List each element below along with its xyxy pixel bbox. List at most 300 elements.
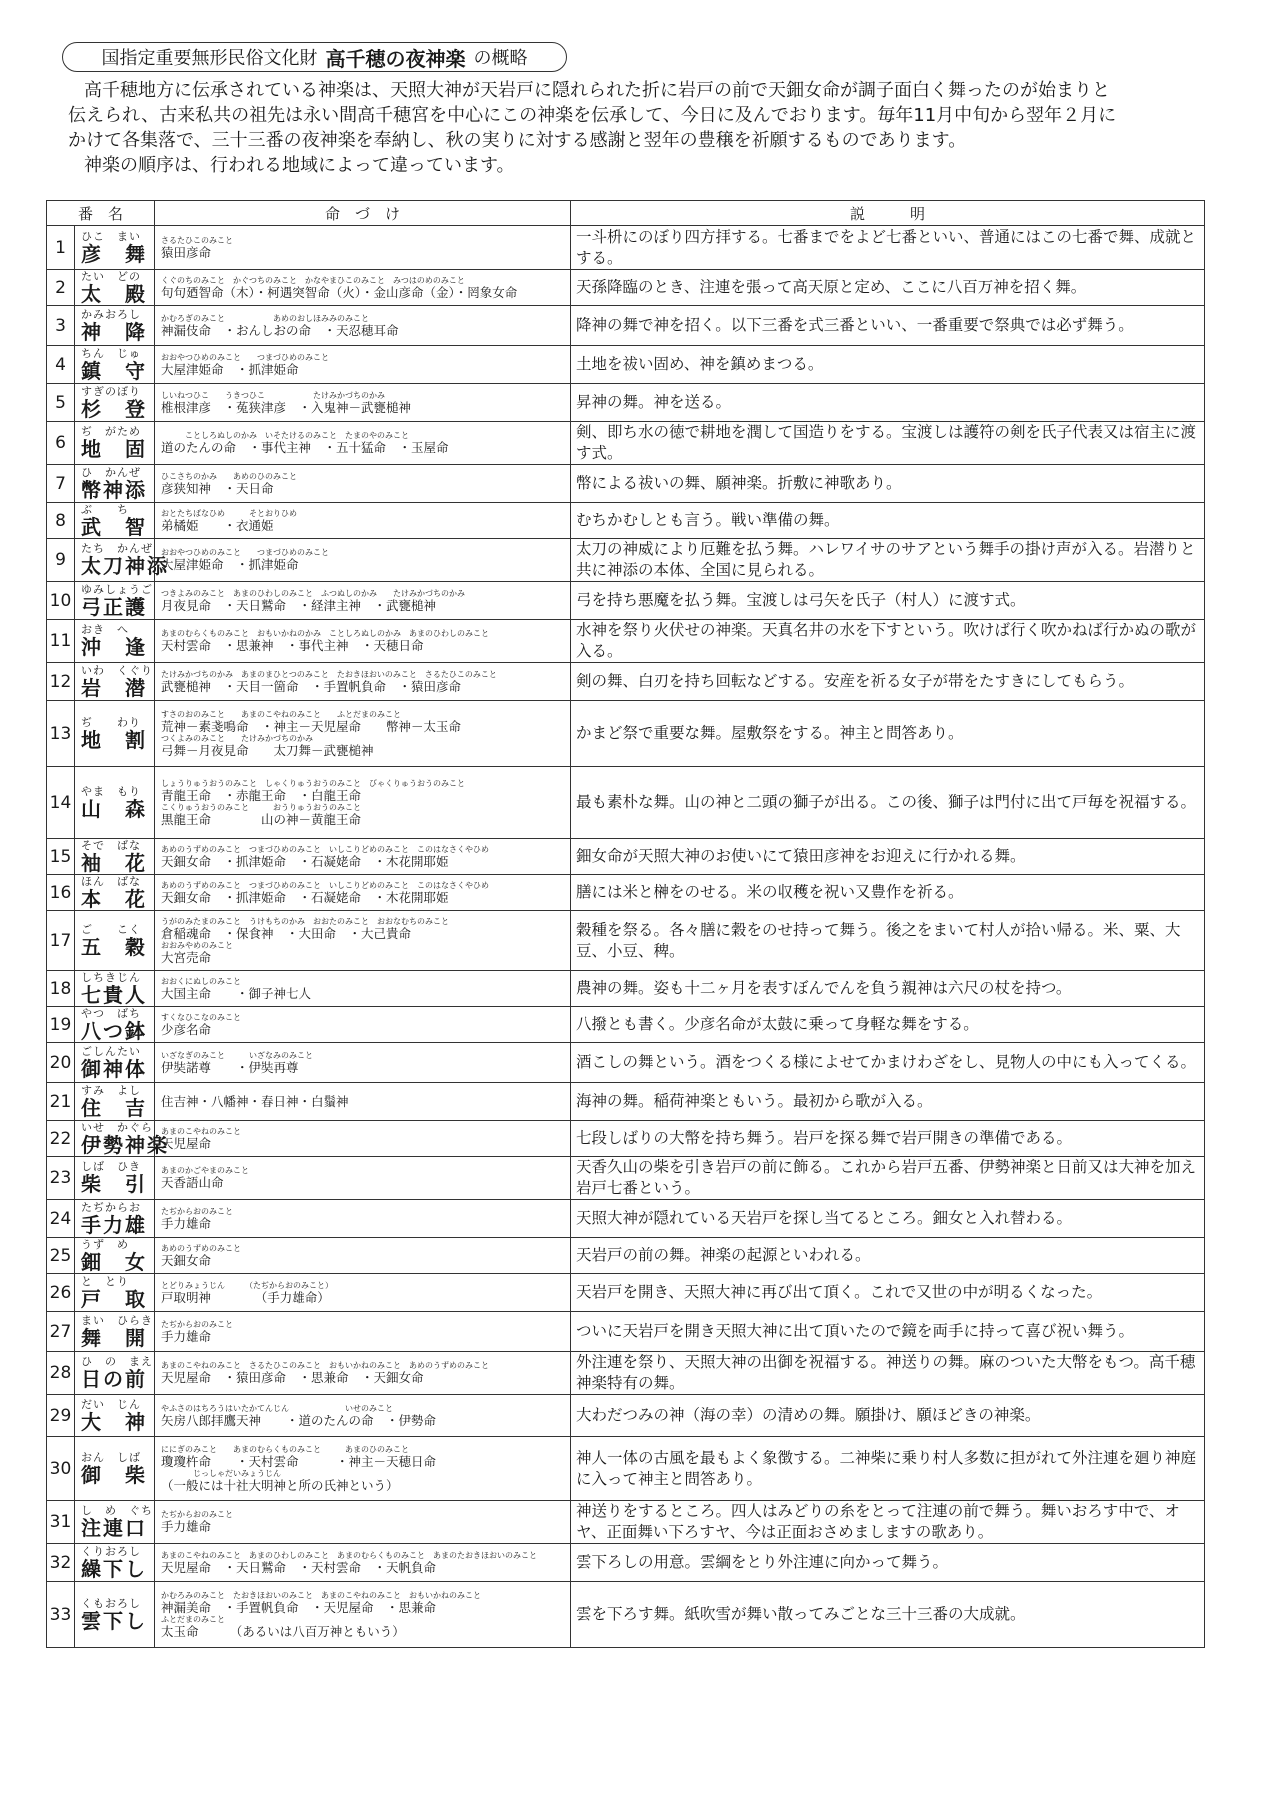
naming-cell xyxy=(155,1121,571,1157)
table-row xyxy=(47,663,1205,701)
explanation-cell: 雲を下ろす舞。紙吹雪が舞い散ってみごとな三十三番の大成就。 xyxy=(571,1582,1205,1648)
row-number: 2 xyxy=(47,270,75,306)
dance-name-cell xyxy=(75,767,155,839)
deity-ruby: ににぎのみこと あまのむらくものみこと あまのひのみこと xyxy=(161,1444,410,1454)
name-ruby: しば ひき xyxy=(81,1160,141,1173)
name-ruby: ゆみしょうご xyxy=(81,582,153,596)
name-ruby: ご こく xyxy=(81,922,141,936)
dance-name-cell xyxy=(75,270,155,306)
deity-ruby: あまのむらくものみこと おもいかねのかみ ことしろぬしのかみ あまのひわしのみこと xyxy=(161,629,490,638)
explanation-cell: ついに天岩戸を開き天照大神に出て頂いたので鏡を両手に持って喜び祝い舞う。 xyxy=(571,1312,1205,1352)
table-row xyxy=(47,839,1205,875)
naming-cell xyxy=(155,226,571,270)
dance-name: 繰下し xyxy=(81,1556,147,1581)
row-number: 6 xyxy=(47,422,75,465)
dance-name-cell xyxy=(75,971,155,1007)
deity-ruby: こくりゅうおうのみこと おうりゅうおうのみこと xyxy=(161,802,362,812)
dance-name: 八つ鉢 xyxy=(81,1018,147,1043)
table-row xyxy=(47,384,1205,422)
name-ruby: くもおろし xyxy=(81,1596,141,1610)
dance-name: 鎮 守 xyxy=(81,358,147,383)
deity-ruby: かむろみのみこと たおきほおいのみこと あまのこやねのみこと おもいかねのみこと xyxy=(161,1590,482,1600)
naming-cell xyxy=(155,911,571,971)
deity-names: 手力雄命 xyxy=(161,1328,212,1344)
dance-name-cell xyxy=(75,306,155,346)
naming-cell xyxy=(155,1352,571,1395)
deity-ruby: たぢからおのみこと xyxy=(161,1319,234,1329)
naming-cell xyxy=(155,1312,571,1352)
row-number: 19 xyxy=(47,1007,75,1043)
explanation-cell: 土地を祓い固め、神を鎮めまつる。 xyxy=(571,346,1205,384)
dance-name: 杉 登 xyxy=(81,396,147,421)
dance-name: 七貴人 xyxy=(81,982,147,1007)
deity-names: 大国主命 ・御子神七人 xyxy=(161,985,312,1001)
table-row xyxy=(47,1157,1205,1200)
deity-ruby: あめのうずめのみこと xyxy=(161,1243,242,1253)
explanation-cell: 剣の舞、白刃を持ち回転などする。安産を祈る女子が帯をたすきにしてもらう。 xyxy=(571,663,1205,701)
row-number: 33 xyxy=(47,1582,75,1648)
name-ruby: いわ くぐり xyxy=(81,663,153,677)
deity-ruby: しょうりゅうおうのみこと しゃくりゅうおうのみこと びゃくりゅうおうのみこと xyxy=(161,778,466,788)
deity-names: （一般には十社大明神と所の氏神という） xyxy=(161,1477,399,1493)
deity-names: 矢房八郎拝鷹天神 ・道のたんの命 ・伊勢命 xyxy=(161,1412,437,1428)
deity-names: 月夜見命 ・天日鷲命 ・経津主神 ・武甕槌神 xyxy=(161,597,437,613)
table-row xyxy=(47,539,1205,582)
row-number: 26 xyxy=(47,1274,75,1312)
dance-name: 日の前 xyxy=(81,1367,147,1391)
row-number: 20 xyxy=(47,1043,75,1083)
deity-ruby: たぢからおのみこと xyxy=(161,1510,234,1519)
row-number: 28 xyxy=(47,1352,75,1395)
dance-name-cell xyxy=(75,1395,155,1437)
row-number: 21 xyxy=(47,1083,75,1121)
dance-name-cell xyxy=(75,663,155,701)
deity-names: 戸取明神 （手力雄命） xyxy=(161,1289,330,1305)
deity-names: 弟橘姫 ・衣通姫 xyxy=(161,517,274,533)
row-number: 22 xyxy=(47,1121,75,1157)
row-number: 32 xyxy=(47,1544,75,1582)
table-row xyxy=(47,270,1205,306)
name-ruby: ひ かんぜ xyxy=(81,465,141,479)
deity-names: 神漏伎命 ・おんしおの命 ・天忍穂耳命 xyxy=(161,322,399,338)
deity-names: 道のたんの命 ・事代主神 ・五十猛命 ・玉屋命 xyxy=(161,440,449,455)
row-number: 1 xyxy=(47,226,75,270)
deity-names: 天鈿女命 ・抓津姫命 ・石凝姥命 ・木花開耶姫 xyxy=(161,889,449,905)
naming-cell xyxy=(155,1083,571,1121)
explanation-cell: 天岩戸の前の舞。神楽の起源といわれる。 xyxy=(571,1238,1205,1274)
dance-name-cell xyxy=(75,875,155,911)
name-ruby: たい どの xyxy=(81,269,141,283)
dance-name-cell xyxy=(75,1200,155,1238)
naming-cell xyxy=(155,1238,571,1274)
naming-cell xyxy=(155,582,571,620)
naming-cell xyxy=(155,1582,571,1648)
dance-name-cell xyxy=(75,346,155,384)
deity-names: 天鈿女命 ・抓津姫命 ・石凝姥命 ・木花開耶姫 xyxy=(161,853,449,869)
deity-names: 倉稲魂命 ・保食神 ・大田命 ・大己貴命 xyxy=(161,925,412,941)
deity-ruby: あめのうずめのみこと つまづひめのみこと いしこりどめのみこと このはなさくやひめ xyxy=(161,844,490,854)
row-number: 7 xyxy=(47,465,75,503)
table-row xyxy=(47,422,1205,465)
name-ruby: たち かんぜ xyxy=(81,542,153,555)
intro-paragraph xyxy=(68,78,1198,178)
row-number: 16 xyxy=(47,875,75,911)
naming-cell xyxy=(155,346,571,384)
table-row xyxy=(47,767,1205,839)
intro-line: かけて各集落で、三十三番の夜神楽を奉納し、秋の実りに対する感謝と翌年の豊穣を祈願するものであります。 xyxy=(68,130,967,151)
deity-names: 天児屋命 xyxy=(161,1135,212,1151)
explanation-cell: 弓を持ち悪魔を払う舞。宝渡しは弓矢を氏子（村人）に渡す式。 xyxy=(571,582,1205,620)
deity-ruby: あめのうずめのみこと つまづひめのみこと いしこりどめのみこと このはなさくやひめ xyxy=(161,880,490,890)
naming-cell xyxy=(155,663,571,701)
name-ruby: ごしんたい xyxy=(81,1044,141,1058)
title-suffix: の概略 xyxy=(473,48,528,69)
table-row xyxy=(47,1501,1205,1544)
naming-cell xyxy=(155,875,571,911)
deity-names: 句句廼智命（木）・柯遇突智命（火）・金山彦命（金）・罔象女命 xyxy=(161,284,518,300)
naming-cell xyxy=(155,1200,571,1238)
name-ruby: しちきじん xyxy=(81,970,141,984)
dance-name: 注連口 xyxy=(81,1516,147,1540)
explanation-cell: 八撥とも書く。少彦名命が太鼓に乗って身軽な舞をする。 xyxy=(571,1007,1205,1043)
naming-cell xyxy=(155,422,571,465)
row-number: 13 xyxy=(47,701,75,767)
deity-names: 少彦名命 xyxy=(161,1021,212,1037)
table-row xyxy=(47,1352,1205,1395)
naming-cell xyxy=(155,1043,571,1083)
dance-name: 五 穀 xyxy=(81,934,147,959)
deity-names: 天児屋命 ・猿田彦命 ・思兼命 ・天鈿女命 xyxy=(161,1370,424,1385)
deity-ruby: いざなぎのみこと いざなみのみこと xyxy=(161,1050,314,1060)
deity-names: 大屋津姫命 ・抓津姫命 xyxy=(161,361,299,377)
deity-names: 猿田彦命 xyxy=(161,244,212,260)
explanation-cell: 外注連を祭り、天照大神の出御を祝福する。神送りの舞。麻のついた大幣をもつ。高千穂神楽特有の舞。 xyxy=(571,1352,1205,1395)
explanation-cell: 海神の舞。稲荷神楽ともいう。最初から歌が入る。 xyxy=(571,1083,1205,1121)
name-ruby: やま もり xyxy=(81,784,141,798)
naming-cell xyxy=(155,306,571,346)
dance-name-cell xyxy=(75,1352,155,1395)
row-number: 18 xyxy=(47,971,75,1007)
deity-ruby: おおくにぬしのみこと xyxy=(161,976,242,986)
dance-name-cell xyxy=(75,503,155,539)
dance-name-cell xyxy=(75,1120,169,1157)
naming-cell xyxy=(155,839,571,875)
naming-cell xyxy=(155,384,571,422)
naming-cell xyxy=(155,1007,571,1043)
header-explanation: 説 明 xyxy=(571,201,1205,226)
deity-ruby: あまのこやねのみこと あまのひわしのみこと あまのむらくものみこと あまのたおきほおいのみこと xyxy=(161,1550,538,1560)
name-ruby: いせ かぐら xyxy=(81,1120,153,1134)
naming-cell xyxy=(155,1501,571,1544)
deity-names: 彦狭知神 ・天日命 xyxy=(161,480,274,496)
explanation-cell: 神人一体の古風を最もよく象徴する。二神柴に乗り村人多数に担がれて外注連を廻り神庭に入って神主と問答あり。 xyxy=(571,1437,1205,1501)
explanation-cell: 酒こしの舞という。酒をつくる様によせてかまけわざをし、見物人の中にも入ってくる。 xyxy=(571,1043,1205,1083)
table-row xyxy=(47,1544,1205,1582)
row-number: 23 xyxy=(47,1157,75,1200)
dance-name-cell xyxy=(75,1083,155,1121)
name-ruby: すぎのぼり xyxy=(81,384,141,398)
dance-name: 戸 取 xyxy=(81,1286,147,1311)
naming-cell xyxy=(155,701,571,767)
explanation-cell: 大わだつみの神（海の幸）の清めの舞。願掛け、願ほどきの神楽。 xyxy=(571,1395,1205,1437)
deity-names: 天村雲命 ・思兼神 ・事代主神 ・天穂日命 xyxy=(161,638,424,653)
name-ruby: ほん ばな xyxy=(81,874,141,888)
title-prefix: 国指定重要無形民俗文化財 xyxy=(101,48,318,69)
table-row xyxy=(47,701,1205,767)
dance-name: 柴 引 xyxy=(81,1172,147,1196)
name-ruby: し め ぐち xyxy=(81,1504,153,1517)
naming-cell xyxy=(155,1395,571,1437)
dance-name: 地 固 xyxy=(81,437,147,461)
table-header-row xyxy=(47,201,1205,226)
explanation-cell: 降神の舞で神を招く。以下三番を式三番といい、一番重要で祭典では必ず舞う。 xyxy=(571,306,1205,346)
table-row xyxy=(47,1007,1205,1043)
deity-ruby: うがのみたまのみこと うけもちのかみ おおたのみこと おおなむちのみこと xyxy=(161,916,450,926)
name-ruby: そで ばな xyxy=(81,838,141,852)
table-row xyxy=(47,1083,1205,1121)
name-ruby: ぢ がため xyxy=(81,425,141,438)
dance-name: 山 森 xyxy=(81,796,147,821)
dance-name-cell xyxy=(75,839,155,875)
table-row xyxy=(47,306,1205,346)
naming-cell xyxy=(155,465,571,503)
table-row xyxy=(47,346,1205,384)
deity-names: 住吉神・八幡神・春日神・白鬚神 xyxy=(161,1093,349,1109)
explanation-cell: 雲下ろしの用意。雲綱をとり外注連に向かって舞う。 xyxy=(571,1544,1205,1582)
dance-name-cell xyxy=(75,1501,155,1544)
explanation-cell: 昇神の舞。神を送る。 xyxy=(571,384,1205,422)
deity-ruby: すさのおのみこと あまのこやねのみこと ふとだまのみこと xyxy=(161,709,402,719)
name-ruby: おん しば xyxy=(81,1450,141,1464)
dance-name-cell xyxy=(75,911,155,971)
dance-name-cell xyxy=(75,1544,155,1582)
naming-cell xyxy=(155,1437,571,1501)
table-row xyxy=(47,1312,1205,1352)
dance-name: 弓正護 xyxy=(81,594,147,619)
row-number: 11 xyxy=(47,620,75,663)
deity-ruby: たぢからおのみこと xyxy=(161,1206,234,1216)
explanation-cell: 膳には米と榊をのせる。米の収穫を祝い又豊作を祈る。 xyxy=(571,875,1205,911)
explanation-cell: 七段しばりの大幣を持ち舞う。岩戸を探る舞で岩戸開きの準備である。 xyxy=(571,1121,1205,1157)
deity-ruby: かむろぎのみこと あめのおしほみみのみこと xyxy=(161,313,370,323)
table-row xyxy=(47,465,1205,503)
name-ruby: くりおろし xyxy=(81,1544,141,1558)
dance-name-cell xyxy=(75,1274,155,1312)
dance-name-cell xyxy=(75,1043,155,1083)
name-ruby: すみ よし xyxy=(81,1083,141,1097)
table-row xyxy=(47,226,1205,270)
header-naming: 命 づ け xyxy=(155,201,571,226)
deity-ruby: ひこさちのかみ あめのひのみこと xyxy=(161,471,298,481)
deity-names: 手力雄命 xyxy=(161,1215,212,1231)
deity-ruby: おおやつひめのみこと つまづひめのみこと xyxy=(161,352,330,362)
dance-name-cell xyxy=(75,422,155,465)
explanation-cell: 剣、即ち水の徳で耕地を潤して国造りをする。宝渡しは護符の剣を氏子代表又は宿主に渡す式。 xyxy=(571,422,1205,465)
naming-cell xyxy=(155,539,571,582)
deity-names: 太玉命 （あるいは八百万神ともいう） xyxy=(161,1623,405,1639)
row-number: 3 xyxy=(47,306,75,346)
dance-name: 沖 逢 xyxy=(81,635,147,659)
deity-ruby: しいねつひこ うきつひこ たけみかづちのかみ xyxy=(161,390,386,400)
row-number: 12 xyxy=(47,663,75,701)
name-ruby: だい じん xyxy=(81,1397,141,1411)
deity-ruby: じっしゃだいみょうじん xyxy=(161,1468,282,1478)
deity-names: 黒龍王命 山の神－黄龍王命 xyxy=(161,811,362,827)
explanation-cell: 天香久山の柴を引き岩戸の前に飾る。これから岩戸五番、伊勢神楽と日前又は大神を加え岩戸七番という。 xyxy=(571,1157,1205,1200)
table-row xyxy=(47,911,1205,971)
deity-names: 荒神－素戔鳴命 ・神主－天児屋命 幣神－太玉命 xyxy=(161,718,462,734)
naming-cell xyxy=(155,503,571,539)
explanation-cell: 一斗枡にのぼり四方拝する。七番までをよど七番といい、普通にはこの七番で舞、成就とする。 xyxy=(571,226,1205,270)
name-ruby: たぢからお xyxy=(81,1200,141,1214)
naming-cell xyxy=(155,1157,571,1200)
dance-name-cell xyxy=(75,1437,155,1501)
title-main: 高千穂の夜神楽 xyxy=(325,46,466,71)
dance-name: 鈿 女 xyxy=(81,1249,147,1274)
deity-ruby: つくよみのみこと たけみかづちのかみ xyxy=(161,733,314,743)
row-number: 4 xyxy=(47,346,75,384)
name-ruby: かみおろし xyxy=(81,307,141,321)
dance-name-cell xyxy=(75,1007,155,1043)
intro-line: 高千穂地方に伝承されている神楽は、天照大神が天岩戸に隠れられた折に岩戸の前で天鈿女命が調子面白く舞ったのが始まりと xyxy=(84,80,1110,101)
deity-names: 大屋津姫命 ・抓津姫命 xyxy=(161,557,299,572)
dance-name: 伊勢神楽 xyxy=(81,1132,169,1157)
dance-name-cell xyxy=(75,1312,155,1352)
dance-name-cell xyxy=(75,465,155,503)
dance-name: 神 降 xyxy=(81,319,147,344)
deity-names: 天児屋命 ・天日鷲命 ・天村雲命 ・天帆負命 xyxy=(161,1559,437,1575)
table-row xyxy=(47,971,1205,1007)
document-title xyxy=(62,42,567,72)
explanation-cell: 幣による祓いの舞、願神楽。折敷に神歌あり。 xyxy=(571,465,1205,503)
name-ruby: ぶ ち xyxy=(81,502,129,516)
dance-name: 太刀神添 xyxy=(81,554,169,578)
table-row xyxy=(47,1121,1205,1157)
table-body xyxy=(47,226,1205,1648)
dance-name-cell xyxy=(75,582,155,620)
deity-names: 伊奘諾尊 ・伊奘再尊 xyxy=(161,1059,299,1075)
dance-name-cell xyxy=(75,620,155,663)
name-ruby: ぢ わり xyxy=(81,715,141,729)
dance-name: 御神体 xyxy=(81,1056,147,1081)
name-ruby: やつ ばち xyxy=(81,1006,141,1020)
deity-ruby: たけみかづちのかみ あまのまひとつのみこと たおきほおいのみこと さるたひこのみこと xyxy=(161,669,497,679)
explanation-cell: 天孫降臨のとき、注連を張って高天原と定め、ここに八百万神を招く舞。 xyxy=(571,270,1205,306)
explanation-cell: 天岩戸を開き、天照大神に再び出て頂く。これで又世の中が明るくなった。 xyxy=(571,1274,1205,1312)
table-row xyxy=(47,1200,1205,1238)
dance-name: 本 花 xyxy=(81,886,147,911)
dance-name: 幣神添 xyxy=(81,477,147,502)
deity-names: 手力雄命 xyxy=(161,1519,212,1534)
naming-cell xyxy=(155,767,571,839)
explanation-cell: 最も素朴な舞。山の神と二頭の獅子が出る。この後、獅子は門付に出て戸毎を祝福する。 xyxy=(571,767,1205,839)
explanation-cell: 神送りをするところ。四人はみどりの糸をとって注連の前で舞う。舞いおろす中で、オヤ、正面舞い下ろすヤ、今は正面おさめましますの歌あり。 xyxy=(571,1501,1205,1544)
row-number: 27 xyxy=(47,1312,75,1352)
deity-names: 瓊瓊杵命 ・天村雲命 ・神主－天穂日命 xyxy=(161,1453,437,1469)
row-number: 24 xyxy=(47,1200,75,1238)
deity-names: 青龍王命 ・赤龍王命 ・白龍王命 xyxy=(161,787,362,803)
deity-ruby: ことしろぬしのかみ いそたけるのみこと たまのやのみこと xyxy=(161,431,410,440)
dance-name: 太 殿 xyxy=(81,281,147,306)
row-number: 10 xyxy=(47,582,75,620)
dance-name: 武 智 xyxy=(81,514,147,539)
deity-ruby: あまのこやねのみこと xyxy=(161,1126,242,1136)
dance-name: 雲下し xyxy=(81,1608,147,1633)
deity-names: 神漏美命 ・手置帆負命 ・天児屋命 ・思兼命 xyxy=(161,1599,437,1615)
dance-name-cell xyxy=(75,1238,155,1274)
explanation-cell: 農神の舞。姿も十二ヶ月を表すぼんでんを負う親神は六尺の杖を持つ。 xyxy=(571,971,1205,1007)
row-number: 8 xyxy=(47,503,75,539)
deity-ruby: つきよみのみこと あまのひわしのみこと ふつぬしのかみ たけみかづちのかみ xyxy=(161,588,466,598)
header-num-name: 番 名 xyxy=(47,201,155,226)
table-row xyxy=(47,1437,1205,1501)
deity-ruby: あまのかごやまのみこと xyxy=(161,1166,250,1175)
deity-names: 天香語山命 xyxy=(161,1175,224,1190)
dance-name-cell xyxy=(75,1157,155,1200)
intro-line: 伝えられ、古来私共の祖先は永い間高千穂宮を中心にこの神楽を伝承して、今日に及んでおります。毎年11月中旬から翌年２月に xyxy=(68,105,1117,126)
naming-cell xyxy=(155,620,571,663)
deity-ruby: さるたひこのみこと xyxy=(161,235,234,245)
dance-name: 岩 潜 xyxy=(81,675,147,700)
table-row xyxy=(47,875,1205,911)
naming-cell xyxy=(155,1544,571,1582)
dance-name: 手力雄 xyxy=(81,1212,147,1237)
name-ruby: ひこ まい xyxy=(81,229,141,243)
dance-name-cell xyxy=(75,384,155,422)
table-row xyxy=(47,582,1205,620)
row-number: 25 xyxy=(47,1238,75,1274)
explanation-cell: 水神を祭り火伏せの神楽。天真名井の水を下すという。吹けば行く吹かねば行かぬの歌が入る。 xyxy=(571,620,1205,663)
explanation-cell: むちかむしとも言う。戦い準備の舞。 xyxy=(571,503,1205,539)
table-row xyxy=(47,620,1205,663)
row-number: 30 xyxy=(47,1437,75,1501)
dance-name: 大 神 xyxy=(81,1409,147,1434)
deity-names: 武甕槌神 ・天目一箇命 ・手置帆負命 ・猿田彦命 xyxy=(161,678,462,694)
deity-ruby: おおみやめのみこと xyxy=(161,940,234,950)
explanation-cell: 穀種を祭る。各々膳に穀をのせ持って舞う。後之をまいて村人が拾い帰る。米、粟、大豆、小豆、稗。 xyxy=(571,911,1205,971)
naming-cell xyxy=(155,1274,571,1312)
intro-line: 神楽の順序は、行われる地域によって違っています。 xyxy=(84,155,515,176)
explanation-cell: 鈿女命が天照大神のお使いにて猿田彦神をお迎えに行かれる舞。 xyxy=(571,839,1205,875)
dance-name: 住 吉 xyxy=(81,1095,147,1120)
dance-name-cell xyxy=(75,226,155,270)
table-row xyxy=(47,503,1205,539)
kagura-table xyxy=(46,200,1205,1648)
row-number: 14 xyxy=(47,767,75,839)
deity-names: 大宮売命 xyxy=(161,949,212,965)
row-number: 29 xyxy=(47,1395,75,1437)
explanation-cell: かまど祭で重要な舞。屋敷祭をする。神主と問答あり。 xyxy=(571,701,1205,767)
deity-ruby: すくなひこなのみこと xyxy=(161,1012,242,1022)
deity-names: 椎根津彦 ・菟狭津彦 ・入鬼神－武甕槌神 xyxy=(161,399,412,415)
table-row xyxy=(47,1274,1205,1312)
name-ruby: うず め xyxy=(81,1237,129,1251)
name-ruby: まい ひらき xyxy=(81,1313,153,1327)
name-ruby: と とり xyxy=(81,1274,129,1288)
dance-name: 御 柴 xyxy=(81,1462,147,1487)
dance-name: 地 割 xyxy=(81,727,147,752)
table-row xyxy=(47,1043,1205,1083)
row-number: 9 xyxy=(47,539,75,582)
table-row xyxy=(47,1395,1205,1437)
deity-ruby: とどりみょうじん （たぢからおのみこと） xyxy=(161,1280,334,1290)
naming-cell xyxy=(155,971,571,1007)
naming-cell xyxy=(155,270,571,306)
dance-name: 袖 花 xyxy=(81,850,147,875)
deity-ruby: ふとだまのみこと xyxy=(161,1614,226,1624)
deity-ruby: くぐのちのみこと かぐつちのみこと かなやまひこのみこと みつはのめのみこと xyxy=(161,275,465,285)
dance-name-cell xyxy=(75,1582,155,1648)
